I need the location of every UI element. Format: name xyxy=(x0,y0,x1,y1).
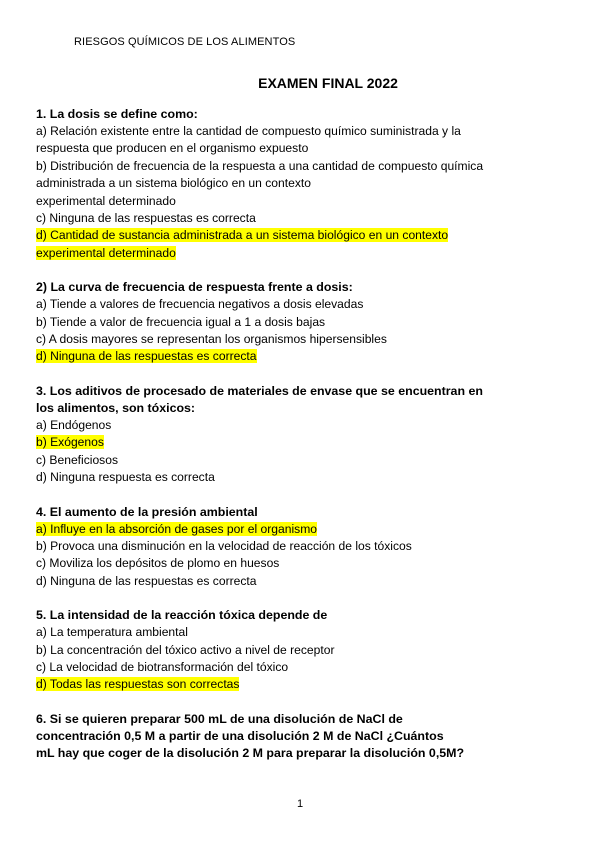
answer-option xyxy=(36,573,576,590)
option-text: a) La temperatura ambiental xyxy=(36,625,188,640)
answer-option xyxy=(36,624,576,641)
question-6 xyxy=(36,711,576,762)
option-text: c) A dosis mayores se representan los organismos hipersensibles xyxy=(36,332,387,347)
option-text: c) La velocidad de biotransformación del tóxico xyxy=(36,659,289,674)
answer-option xyxy=(36,140,576,157)
question-1 xyxy=(36,106,576,262)
page-number: 1 xyxy=(297,798,304,810)
answer-option-highlighted xyxy=(36,521,576,538)
question-text xyxy=(36,383,576,417)
question-text xyxy=(36,106,576,123)
option-text: d) Ninguna de las respuestas es correcta xyxy=(36,573,257,588)
answer-option xyxy=(36,296,576,313)
option-text: administrada a un sistema biológico en un contexto xyxy=(36,176,311,191)
answer-option xyxy=(36,314,576,331)
question-line: concentración 0,5 M a partir de una disolución 2 M de NaCl ¿Cuántos xyxy=(36,728,444,743)
option-text: d) Ninguna respuesta es correcta xyxy=(36,470,215,485)
answer-option xyxy=(36,331,576,348)
question-text xyxy=(36,711,576,762)
answer-option xyxy=(36,538,576,555)
option-text: c) Moviliza los depósitos de plomo en huesos xyxy=(36,556,280,571)
question-text xyxy=(36,607,576,624)
question-5 xyxy=(36,607,576,694)
question-3 xyxy=(36,383,576,487)
option-text: d) Ninguna de las respuestas es correcta xyxy=(36,349,257,364)
answer-option-highlighted xyxy=(36,245,576,262)
question-line: 4. El aumento de la presión ambiental xyxy=(36,504,258,519)
option-text: a) Relación existente entre la cantidad de compuesto químico suministrada y la xyxy=(36,124,461,138)
answer-option xyxy=(36,659,576,676)
option-text: b) Distribución de frecuencia de la respuesta a una cantidad de compuesto química xyxy=(36,158,484,173)
question-line: 6. Si se quieren preparar 500 mL de una disolución de NaCl de xyxy=(36,711,403,726)
option-text: experimental determinado xyxy=(36,245,176,260)
question-line: mL hay que coger de la disolución 2 M para preparar la disolución 0,5M? xyxy=(36,745,465,760)
question-text xyxy=(36,279,576,296)
answer-option xyxy=(36,642,576,659)
option-text: a) Tiende a valores de frecuencia negativos a dosis elevadas xyxy=(36,297,364,312)
option-text: c) Ninguna de las respuestas es correcta xyxy=(36,211,256,226)
question-line: 5. La intensidad de la reacción tóxica depende de xyxy=(36,608,328,623)
answer-option xyxy=(36,555,576,572)
option-text: b) La concentración del tóxico activo a nivel de receptor xyxy=(36,642,335,657)
question-line: 2) La curva de frecuencia de respuesta frente a dosis: xyxy=(36,280,353,295)
answer-option xyxy=(36,469,576,486)
question-line: 3. Los aditivos de procesado de materiales de envase que se encuentran en xyxy=(36,383,483,398)
option-text: a) Endógenos xyxy=(36,417,112,432)
option-text: b) Tiende a valor de frecuencia igual a 1 a dosis bajas xyxy=(36,314,326,329)
option-text: c) Beneficiosos xyxy=(36,452,119,467)
page-header: RIESGOS QUÍMICOS DE LOS ALIMENTOS xyxy=(74,36,296,48)
answer-option xyxy=(36,452,576,469)
answer-option xyxy=(36,123,576,140)
answer-option-highlighted xyxy=(36,348,576,365)
question-line: 1. La dosis se define como: xyxy=(36,107,198,121)
question-line: los alimentos, son tóxicos: xyxy=(36,400,196,415)
answer-option-highlighted xyxy=(36,227,576,244)
exam-content xyxy=(36,106,576,779)
question-2 xyxy=(36,279,576,366)
answer-option-highlighted xyxy=(36,676,576,693)
option-text: b) Provoca una disminución en la velocidad de reacción de los tóxicos xyxy=(36,538,412,553)
answer-option xyxy=(36,210,576,227)
exam-title: EXAMEN FINAL 2022 xyxy=(258,75,398,91)
option-text: d) Todas las respuestas son correctas xyxy=(36,677,240,692)
option-text: respuesta que producen en el organismo expuesto xyxy=(36,141,309,156)
answer-option xyxy=(36,175,576,192)
answer-option xyxy=(36,158,576,175)
question-text xyxy=(36,504,576,521)
question-4 xyxy=(36,504,576,591)
answer-option-highlighted xyxy=(36,434,576,451)
answer-option xyxy=(36,417,576,434)
option-text: b) Exógenos xyxy=(36,435,104,450)
answer-option xyxy=(36,193,576,210)
option-text: experimental determinado xyxy=(36,193,176,208)
option-text: d) Cantidad de sustancia administrada a un sistema biológico en un contexto xyxy=(36,228,449,243)
option-text: a) Influye en la absorción de gases por el organismo xyxy=(36,521,318,536)
